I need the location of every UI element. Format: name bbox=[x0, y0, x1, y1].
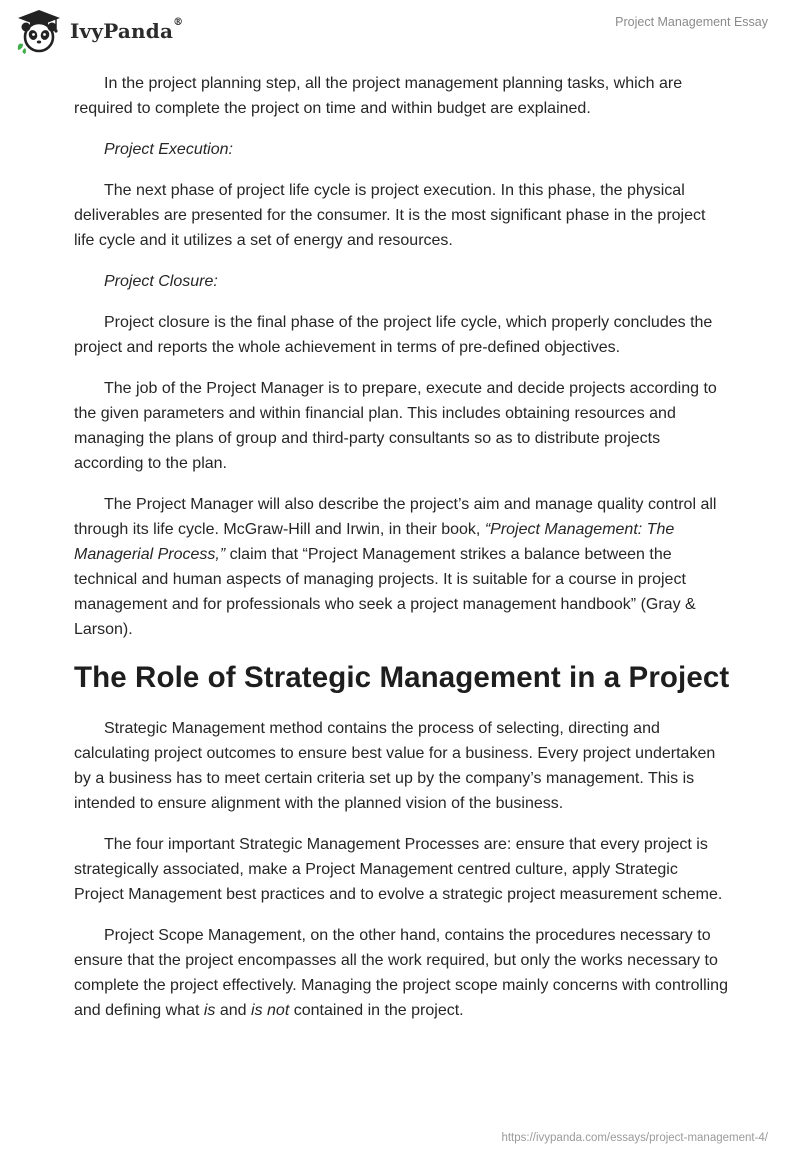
paragraph-planning: In the project planning step, all the project management planning tasks, which are required to complete the project on time and within budget are explained. bbox=[74, 75, 683, 117]
subheading-execution: Project Execution: bbox=[104, 141, 233, 158]
paragraph-manager-job: The job of the Project Manager is to prepare, execute and decide projects according to the given parameters and within financial plan. This includes obtaining resources and managing the plans of group and third-party consultants so as to distribute projects according to the plan. bbox=[74, 380, 717, 472]
paragraph-quality-control: The Project Manager will also describe the project’s aim and manage quality control all through its life cycle. McGraw-Hill and Irwin, in their book, “Project Management: The Managerial Process,” claim that “Project Management strikes a balance between the technical and human aspects of managing projects. It is suitable for a course in project management and for professionals who seek a project management handbook” (Gray & Larson). bbox=[74, 496, 717, 638]
panda-logo-icon bbox=[14, 8, 64, 54]
page-header bbox=[0, 0, 800, 64]
document-title: Project Management Essay bbox=[615, 15, 768, 29]
brand-name: IvyPanda® bbox=[70, 17, 184, 43]
brand-logo[interactable] bbox=[14, 8, 183, 54]
paragraph-four-processes: The four important Strategic Management Processes are: ensure that every project is strategically associated, make a Project Management centred culture, apply Strategic Project Management best practices and to evolve a strategic project measurement scheme. bbox=[74, 836, 723, 903]
book-title: “Project Management: The Managerial Process,” bbox=[74, 521, 675, 563]
paragraph-closure: Project closure is the final phase of the project life cycle, which properly concludes the project and reports the whole achievement in terms of pre-defined objectives. bbox=[74, 314, 713, 356]
paragraph-strategic-method: Strategic Management method contains the process of selecting, directing and calculating project outcomes to ensure best value for a business. Every project undertaken by a business has to meet certain criteria set up by the company’s management. This is intended to ensure alignment with the planned vision of the business. bbox=[74, 720, 716, 812]
source-url[interactable]: https://ivypanda.com/essays/project-management-4/ bbox=[501, 1132, 768, 1144]
subheading-closure: Project Closure: bbox=[104, 273, 218, 290]
essay-body bbox=[74, 71, 730, 1039]
paragraph-scope-management: Project Scope Management, on the other hand, contains the procedures necessary to ensure that the project encompasses all the work required, but only the works necessary to complete the project effectively. Managing the project scope mainly concerns with controlling and defining what is and is not contained in the project. bbox=[74, 927, 728, 1019]
section-heading: The Role of Strategic Management in a Project bbox=[74, 661, 730, 694]
paragraph-execution: The next phase of project life cycle is project execution. In this phase, the physical deliverables are presented for the consumer. It is the most significant phase in the project life cycle and it utilizes a set of energy and resources. bbox=[74, 182, 706, 249]
